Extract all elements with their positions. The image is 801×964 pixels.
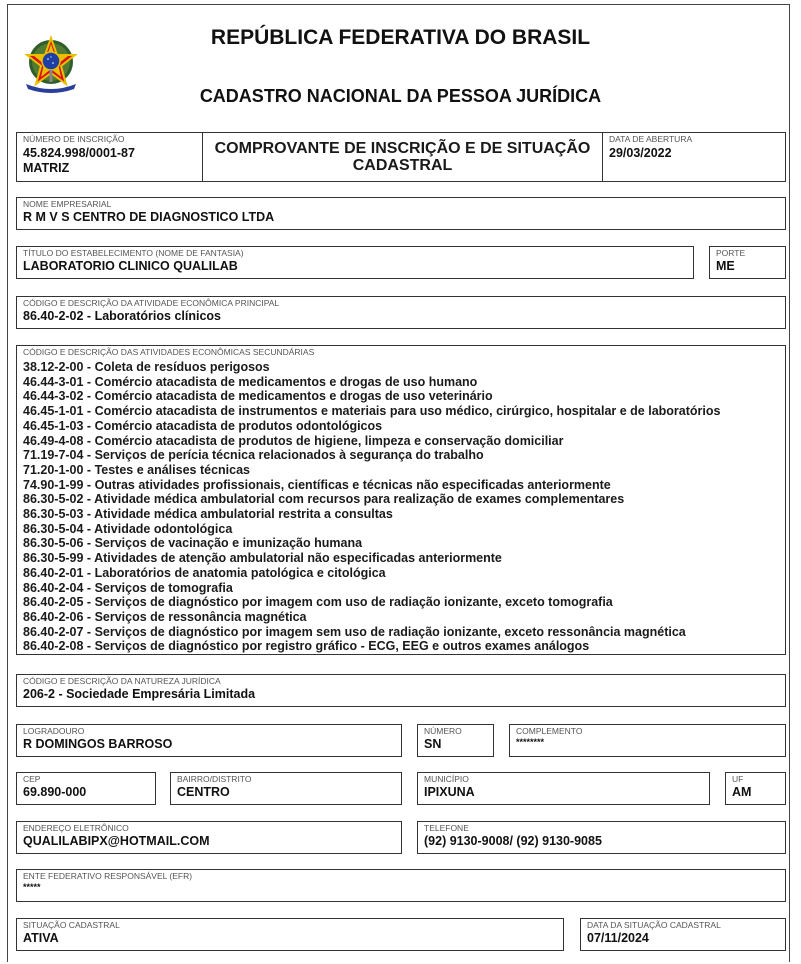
atividade-secundaria-item: 71.20-1-00 - Testes e análises técnicas <box>23 462 250 477</box>
logradouro-value: R DOMINGOS BARROSO <box>23 737 173 751</box>
matriz-value: MATRIZ <box>23 161 70 175</box>
data-situacao-value: 07/11/2024 <box>587 931 649 945</box>
porte-value: ME <box>716 259 735 273</box>
nome-empresarial-field <box>16 197 786 230</box>
document-title <box>202 132 603 182</box>
atividade-secundaria-item: 74.90-1-99 - Outras atividades profissionais, científicas e técnicas não especificadas anteriormente <box>23 477 611 492</box>
atividade-secundaria-item: 86.30-5-04 - Atividade odontológica <box>23 521 233 536</box>
field-label: CÓDIGO E DESCRIÇÃO DA NATUREZA JURÍDICA <box>23 676 221 686</box>
atividade-secundaria-item: 86.40-2-08 - Serviços de diagnóstico por registro gráfico - ECG, EEG e outros exames análogos <box>23 639 590 654</box>
atividade-secundaria-item: 46.49-4-08 - Comércio atacadista de produtos de higiene, limpeza e conservação domiciliar <box>23 433 564 448</box>
municipio-value: IPIXUNA <box>424 785 475 799</box>
nome-empresarial-value: R M V S CENTRO DE DIAGNOSTICO LTDA <box>23 210 275 224</box>
bairro-value: CENTRO <box>177 785 230 799</box>
atividade-principal-field <box>16 296 786 329</box>
field-label: NOME EMPRESARIAL <box>23 199 112 209</box>
field-label: TÍTULO DO ESTABELECIMENTO (NOME DE FANTASIA) <box>23 248 244 258</box>
cep-field <box>16 772 156 805</box>
atividade-secundaria-item: 38.12-2-00 - Coleta de resíduos perigosos <box>23 360 270 374</box>
atividade-secundaria-item: 86.30-5-99 - Atividades de atenção ambulatorial não especificadas anteriormente <box>23 551 502 566</box>
field-label: MUNICÍPIO <box>424 774 469 784</box>
atividade-secundaria-item: 86.40-2-04 - Serviços de tomografia <box>23 580 233 595</box>
field-label: CÓDIGO E DESCRIÇÃO DA ATIVIDADE ECONÔMICA PRINCIPAL <box>23 298 280 308</box>
atividade-secundaria-item: 86.40-2-06 - Serviços de ressonância magnética <box>23 609 307 624</box>
municipio-field <box>417 772 710 805</box>
data-abertura-field <box>602 132 786 182</box>
field-label: SITUAÇÃO CADASTRAL <box>23 920 120 930</box>
email-value: QUALILABIPX@HOTMAIL.COM <box>23 834 210 848</box>
field-label: COMPLEMENTO <box>516 726 583 736</box>
bairro-field <box>170 772 402 805</box>
nome-fantasia-value: LABORATORIO CLINICO QUALILAB <box>23 259 238 273</box>
header-subtitle: CADASTRO NACIONAL DA PESSOA JURÍDICA <box>199 86 602 106</box>
cep-value: 69.890-000 <box>23 785 87 799</box>
field-label: TELEFONE <box>424 823 469 833</box>
numero-field <box>417 724 494 757</box>
uf-value: AM <box>732 785 752 799</box>
efr-value: ***** <box>23 882 41 892</box>
field-label: DATA DA SITUAÇÃO CADASTRAL <box>587 920 721 930</box>
document-title-line1: COMPROVANTE DE INSCRIÇÃO E DE SITUAÇÃO <box>214 140 591 157</box>
numero-inscricao-field <box>16 132 203 182</box>
atividade-principal-value: 86.40-2-02 - Laboratórios clínicos <box>23 309 221 323</box>
atividade-secundaria-item: 46.45-1-03 - Comércio atacadista de produtos odontológicos <box>23 418 383 433</box>
data-situacao-field <box>580 918 786 951</box>
field-label: BAIRRO/DISTRITO <box>177 774 252 784</box>
atividade-secundaria-item: 86.40-2-07 - Serviços de diagnóstico por imagem sem uso de radiação ionizante, exceto ressonância magnética <box>23 624 686 639</box>
complemento-value: ******** <box>516 737 545 747</box>
field-label: CÓDIGO E DESCRIÇÃO DAS ATIVIDADES ECONÔMICAS SECUNDÁRIAS <box>23 347 315 357</box>
atividade-secundaria-item: 86.30-5-03 - Atividade médica ambulatorial restrita a consultas <box>23 507 393 522</box>
atividade-secundaria-item: 46.44-3-02 - Comércio atacadista de medicamentos e drogas de uso veterinário <box>23 389 493 404</box>
field-label: ENDEREÇO ELETRÔNICO <box>23 823 129 833</box>
numero-value: SN <box>424 737 442 751</box>
logradouro-field <box>16 724 402 757</box>
atividades-secundarias-field <box>16 345 786 655</box>
field-label: CEP <box>23 774 41 784</box>
atividade-secundaria-item: 46.44-3-01 - Comércio atacadista de medicamentos e drogas de uso humano <box>23 374 478 389</box>
cnpj-value: 45.824.998/0001-87 <box>23 146 135 160</box>
situacao-cadastral-field <box>16 918 564 951</box>
natureza-juridica-value: 206-2 - Sociedade Empresária Limitada <box>23 687 256 701</box>
field-label: UF <box>732 774 744 784</box>
uf-field <box>725 772 786 805</box>
header-title: REPÚBLICA FEDERATIVA DO BRASIL <box>210 26 591 49</box>
atividade-secundaria-item: 86.30-5-02 - Atividade médica ambulatorial com recursos para realização de exames complementares <box>23 492 625 507</box>
field-label: NÚMERO <box>424 726 462 736</box>
field-label: NÚMERO DE INSCRIÇÃO <box>23 134 125 144</box>
atividades-secundarias-list <box>23 360 720 654</box>
situacao-value: ATIVA <box>23 931 59 945</box>
document-title-line2: CADASTRAL <box>352 157 453 174</box>
titulo-estabelecimento-field <box>16 246 694 279</box>
data-abertura-value: 29/03/2022 <box>609 146 672 160</box>
atividade-secundaria-item: 86.40-2-05 - Serviços de diagnóstico por imagem com uso de radiação ionizante, exceto tomografia <box>23 595 613 610</box>
atividade-secundaria-item: 71.19-7-04 - Serviços de perícia técnica relacionados à segurança do trabalho <box>23 448 484 463</box>
telefone-value: (92) 9130-9008/ (92) 9130-9085 <box>424 834 602 848</box>
atividade-secundaria-item: 86.40-2-01 - Laboratórios de anatomia patológica e citológica <box>23 565 386 580</box>
porte-field <box>709 246 786 279</box>
natureza-juridica-field <box>16 674 786 707</box>
complemento-field <box>509 724 786 757</box>
field-label: DATA DE ABERTURA <box>609 134 693 144</box>
field-label: LOGRADOURO <box>23 726 85 736</box>
field-label: PORTE <box>716 248 746 258</box>
efr-field <box>16 869 786 902</box>
atividade-secundaria-item: 86.30-5-06 - Serviços de vacinação e imunização humana <box>23 536 363 551</box>
email-field <box>16 821 402 854</box>
telefone-field <box>417 821 786 854</box>
atividade-secundaria-item: 46.45-1-01 - Comércio atacadista de instrumentos e materiais para uso médico, cirúrgico, hospitalar e de laboratórios <box>23 404 721 419</box>
field-label: ENTE FEDERATIVO RESPONSÁVEL (EFR) <box>23 871 193 881</box>
